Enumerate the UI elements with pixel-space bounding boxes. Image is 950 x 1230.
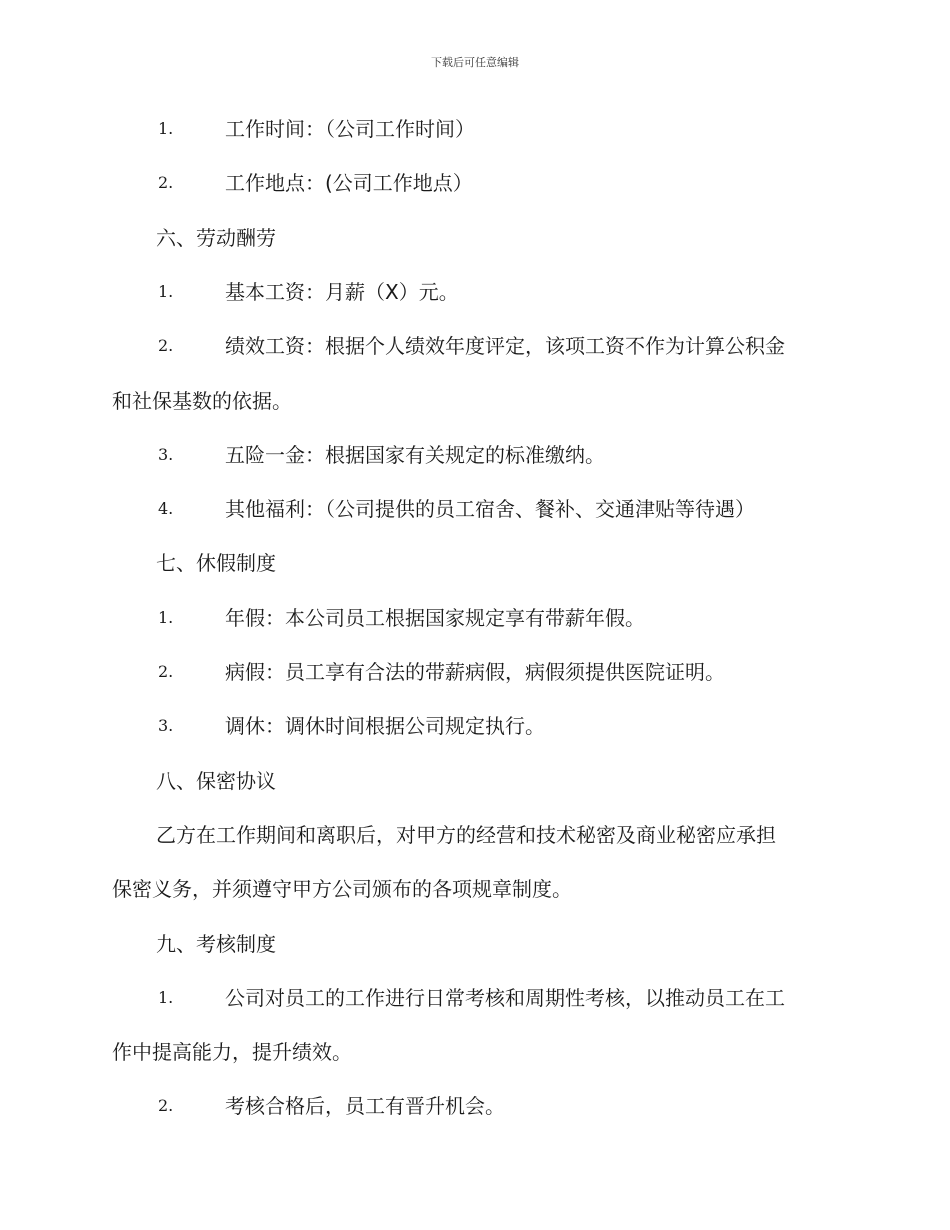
list-item-number: 1.	[158, 119, 174, 138]
line-text: 其他福利：（公司提供的员工宿舍、餐补、交通津贴等待遇）	[225, 497, 755, 522]
section-heading-text: 八、保密协议	[156, 768, 276, 793]
line-text: 乙方在工作期间和离职后，对甲方的经营和技术秘密及商业秘密应承担	[156, 822, 776, 847]
line-text: 调休：调休时间根据公司规定执行。	[225, 714, 545, 739]
list-item-number: 2.	[158, 662, 174, 681]
line-text: 年假：本公司员工根据国家规定享有带薪年假。	[225, 605, 645, 630]
line-text: 公司对员工的工作进行日常考核和周期性考核，以推动员工在工	[225, 985, 785, 1010]
line-text: 工作时间：（公司工作时间）	[225, 117, 475, 141]
line-text: 病假：员工享有合法的带薪病假，病假须提供医院证明。	[225, 660, 725, 684]
line-text: 工作地点：(公司工作地点）	[225, 171, 473, 196]
line-text: 绩效工资：根据个人绩效年度评定，该项工资不作为计算公积金	[225, 334, 785, 359]
line-text: 基本工资：月薪（X）元。	[225, 279, 459, 304]
list-item-number: 2.	[158, 1096, 174, 1116]
list-item-number: 3.	[158, 444, 174, 464]
list-item-number: 3.	[158, 716, 174, 736]
line-text: 五险一金：根据国家有关规定的标准缴纳。	[225, 442, 605, 467]
line-text: 保密义务，并须遵守甲方公司颁布的各项规章制度。	[112, 877, 572, 902]
page-header: 下载后可任意编辑	[431, 56, 519, 69]
list-item-number: 1.	[158, 607, 174, 627]
list-item-number: 4.	[158, 499, 174, 519]
section-heading-text: 七、休假制度	[156, 551, 276, 576]
section-heading-text: 九、考核制度	[156, 931, 276, 956]
line-text: 和社保基数的依据。	[112, 388, 292, 413]
list-item-number: 2.	[158, 173, 174, 193]
list-item-number: 1.	[158, 281, 174, 301]
line-text: 考核合格后，员工有晋升机会。	[225, 1094, 505, 1119]
section-heading-text: 六、劳动酬劳	[156, 225, 276, 250]
list-item-number: 1.	[158, 987, 174, 1007]
line-text: 作中提高能力，提升绩效。	[112, 1040, 352, 1065]
list-item-number: 2.	[158, 336, 174, 356]
